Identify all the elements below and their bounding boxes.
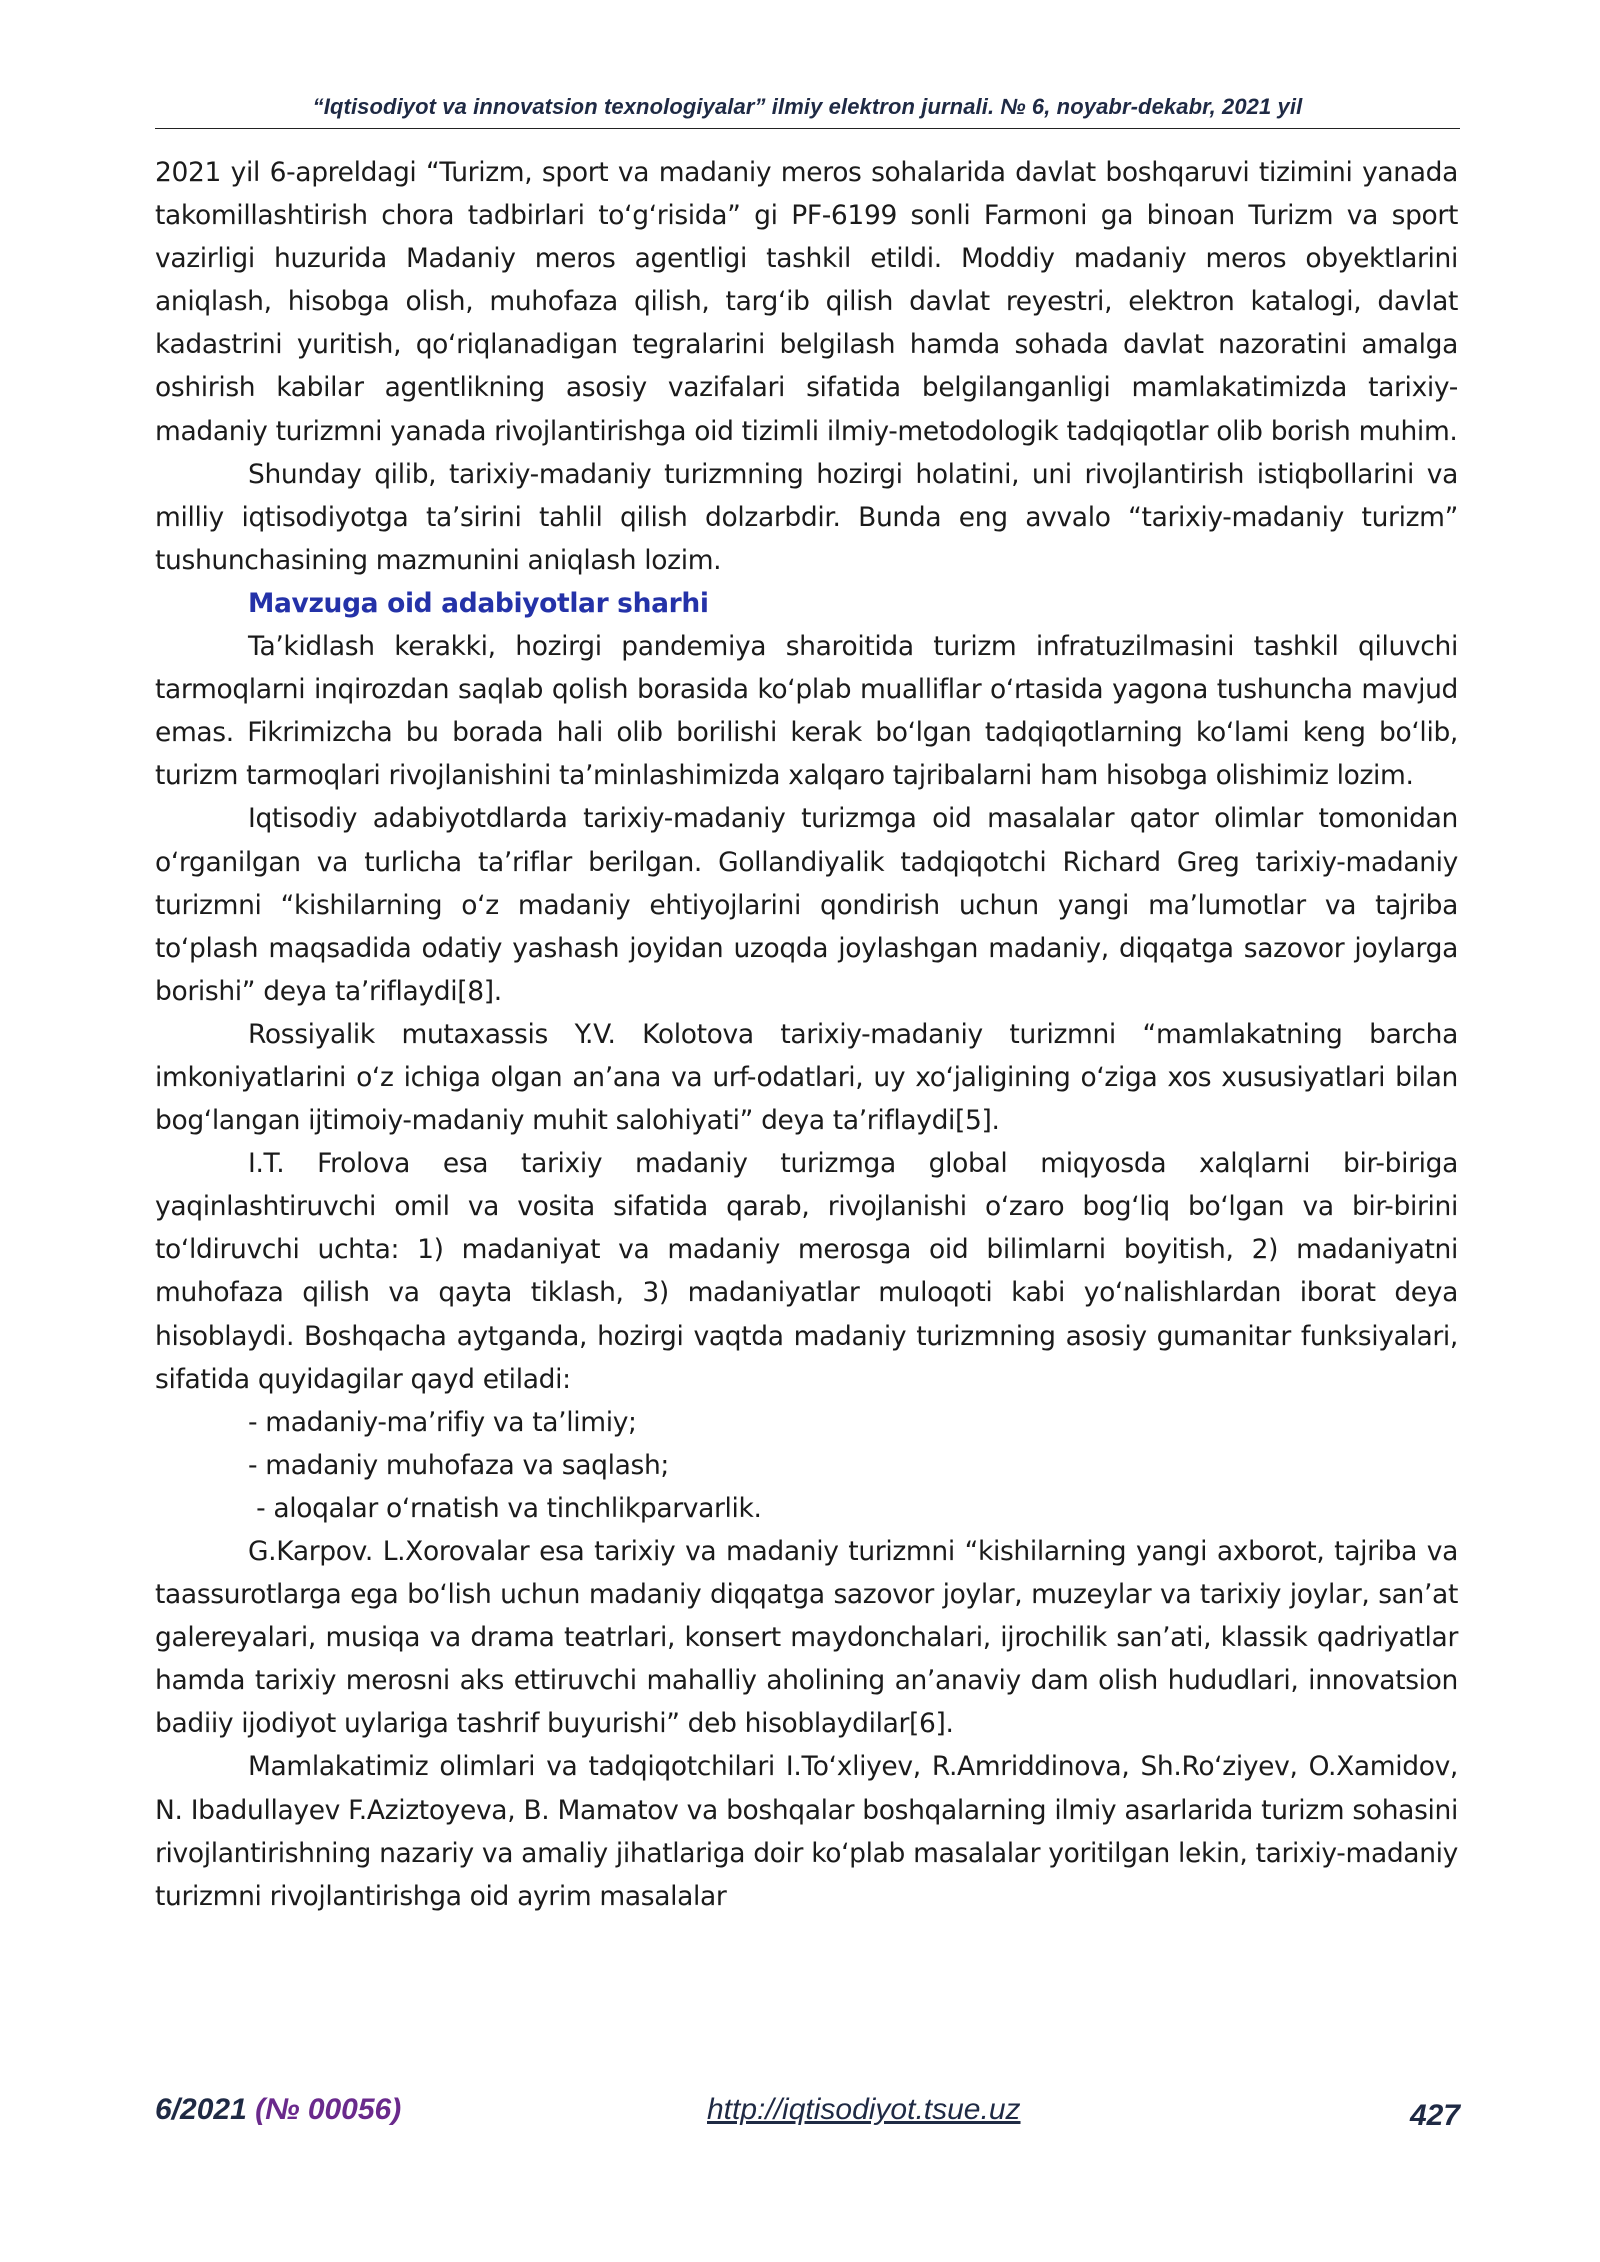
article-body (155, 151, 1458, 1918)
issue-label (155, 2093, 401, 2127)
journal-url-link[interactable]: http://iqtisodiyot.tsue.uz (707, 2093, 1021, 2126)
paragraph-decree: 2021 yil 6-apreldagi “Turizm, sport va madaniy meros sohalarida davlat boshqaruvi tizimini yanada takomillashtirish chora tadbirlari toʻgʻrisida” gi PF-6199 sonli Farmoni ga binoan Turizm va sport vazirligi huzurida Madaniy meros agentligi tashkil etildi. Moddiy madaniy meros obyektlarini aniqlash, hisobga olish, muhofaza qilish, targʻib qilish davlat reyestri, elektron katalogi, davlat kadastrini yuritish, qoʻriqlanadigan tegralarini belgilash hamda sohada davlat nazoratini amalga oshirish kabilar agentlikning asosiy vazifalari sifatida belgilanganligi mamlakatimizda tarixiy-madaniy turizmni yanada rivojlantirishga oid tizimli ilmiy-metodologik tadqiqotlar olib borish muhim. (155, 157, 1458, 447)
paragraph-greg: Iqtisodiy adabiyotdlarda tarixiy-madaniy turizmga oid masalalar qator olimlar tomonidan oʻrganilgan va turlicha taʼriflar berilgan. Gollandiyalik tadqiqotchi Richard Greg tarixiy-madaniy turizmni “kishilarning oʻz madaniy ehtiyojlarini qondirish uchun yangi maʼlumotlar va tajriba toʻplash maqsadida odatiy yashash joyidan uzoqda joylashgan madaniy, diqqatga sazovor joylarga borishi” deya taʼriflaydi[8]. (155, 803, 1458, 1007)
paragraph-karpov: G.Karpov. L.Xorovalar esa tarixiy va madaniy turizmni “kishilarning yangi axborot, tajriba va taassurotlarga ega boʻlish uchun madaniy diqqatga sazovor joylar, muzeylar va tarixiy joylar, sanʼat galereyalari, musiqa va drama teatrlari, konsert maydonchalari, ijrochilik sanʼati, klassik qadriyatlar hamda tarixiy merosni aks ettiruvchi mahalliy aholining anʼanaviy dam olish hududlari, innovatsion badiiy ijodiyot uylariga tashrif buyurishi” deb hisoblaydilar[6]. (155, 1536, 1458, 1740)
paragraph-kolotova: Rossiyalik mutaxassis Y.V. Kolotova tarixiy-madaniy turizmni “mamlakatning barcha imkoniyatlarini oʻz ichiga olgan anʼana va urf-odatlari, uy xoʻjaligining oʻziga xos xususiyatlari bilan bogʻlangan ijtimoiy-madaniy muhit salohiyati” deya taʼriflaydi[5]. (155, 1018, 1458, 1137)
list-item: - aloqalar oʻrnatish va tinchlikparvarlik. (248, 1492, 762, 1524)
page-footer (155, 2093, 1460, 2133)
paragraph-frolova: I.T. Frolova esa tarixiy madaniy turizmga global miqyosda xalqlarni bir-biriga yaqinlashtiruvchi omil va vosita sifatida qarab, rivojlanishi oʻzaro bogʻliq boʻlgan va bir-birini toʻldiruvchi uchta: 1) madaniyat va madaniy merosga oid bilimlarni boyitish, 2) madaniyatni muhofaza qilish va qayta tiklash, 3) madaniyatlar muloqoti kabi yoʻnalishlardan iborat deya hisoblaydi. Boshqacha aytganda, hozirgi vaqtda madaniy turizmning asosiy gumanitar funksiyalari, sifatida quyidagilar qayd etiladi: (155, 1148, 1458, 1395)
header-divider (155, 128, 1460, 129)
running-header: “Iqtisodiyot va innovatsion texnologiyalar” ilmiy elektron jurnali. № 6, noyabr-dekabr, 2021 yil (312, 94, 1303, 119)
page-number: 427 (1409, 2099, 1460, 2132)
paragraph-pandemic: Taʼkidlash kerakki, hozirgi pandemiya sharoitida turizm infratuzilmasini tashkil qiluvchi tarmoqlarni inqirozdan saqlab qolish borasida koʻplab mualliflar oʻrtasida yagona tushuncha mavjud emas. Fikrimizcha bu borada hali olib borilishi kerak boʻlgan tadqiqotlarning koʻlami keng boʻlib, turizm tarmoqlari rivojlanishini taʼminlashimizda xalqaro tajribalarni ham hisobga olishimiz lozim. (155, 631, 1458, 792)
paragraph-local-scholars: Mamlakatimiz olimlari va tadqiqotchilari I.Toʻxliyev, R.Amriddinova, Sh.Roʻziyev, O.Xamidov, N. Ibadullayev F.Aziztoyeva, B. Mamatov va boshqalar boshqalarning ilmiy asarlarida turizm sohasini rivojlantirishning nazariy va amaliy jihatlariga doir koʻplab masalalar yoritilgan lekin, tarixiy-madaniy turizmni rivojlantirishga oid ayrim masalalar (155, 1751, 1458, 1912)
list-item: - madaniy muhofaza va saqlash; (248, 1449, 669, 1481)
issue-number: (№ 00056) (255, 2093, 402, 2126)
list-item: - madaniy-maʼrifiy va taʼlimiy; (248, 1406, 637, 1438)
section-heading: Mavzuga oid adabiyotlar sharhi (248, 587, 709, 619)
paragraph-relevance: Shunday qilib, tarixiy-madaniy turizmning hozirgi holatini, uni rivojlantirish istiqbollarini va milliy iqtisodiyotga taʼsirini tahlil qilish dolzarbdir. Bunda eng avvalo “tarixiy-madaniy turizm” tushunchasining mazmunini aniqlash lozim. (155, 458, 1458, 576)
issue-year: 6/2021 (155, 2093, 247, 2126)
